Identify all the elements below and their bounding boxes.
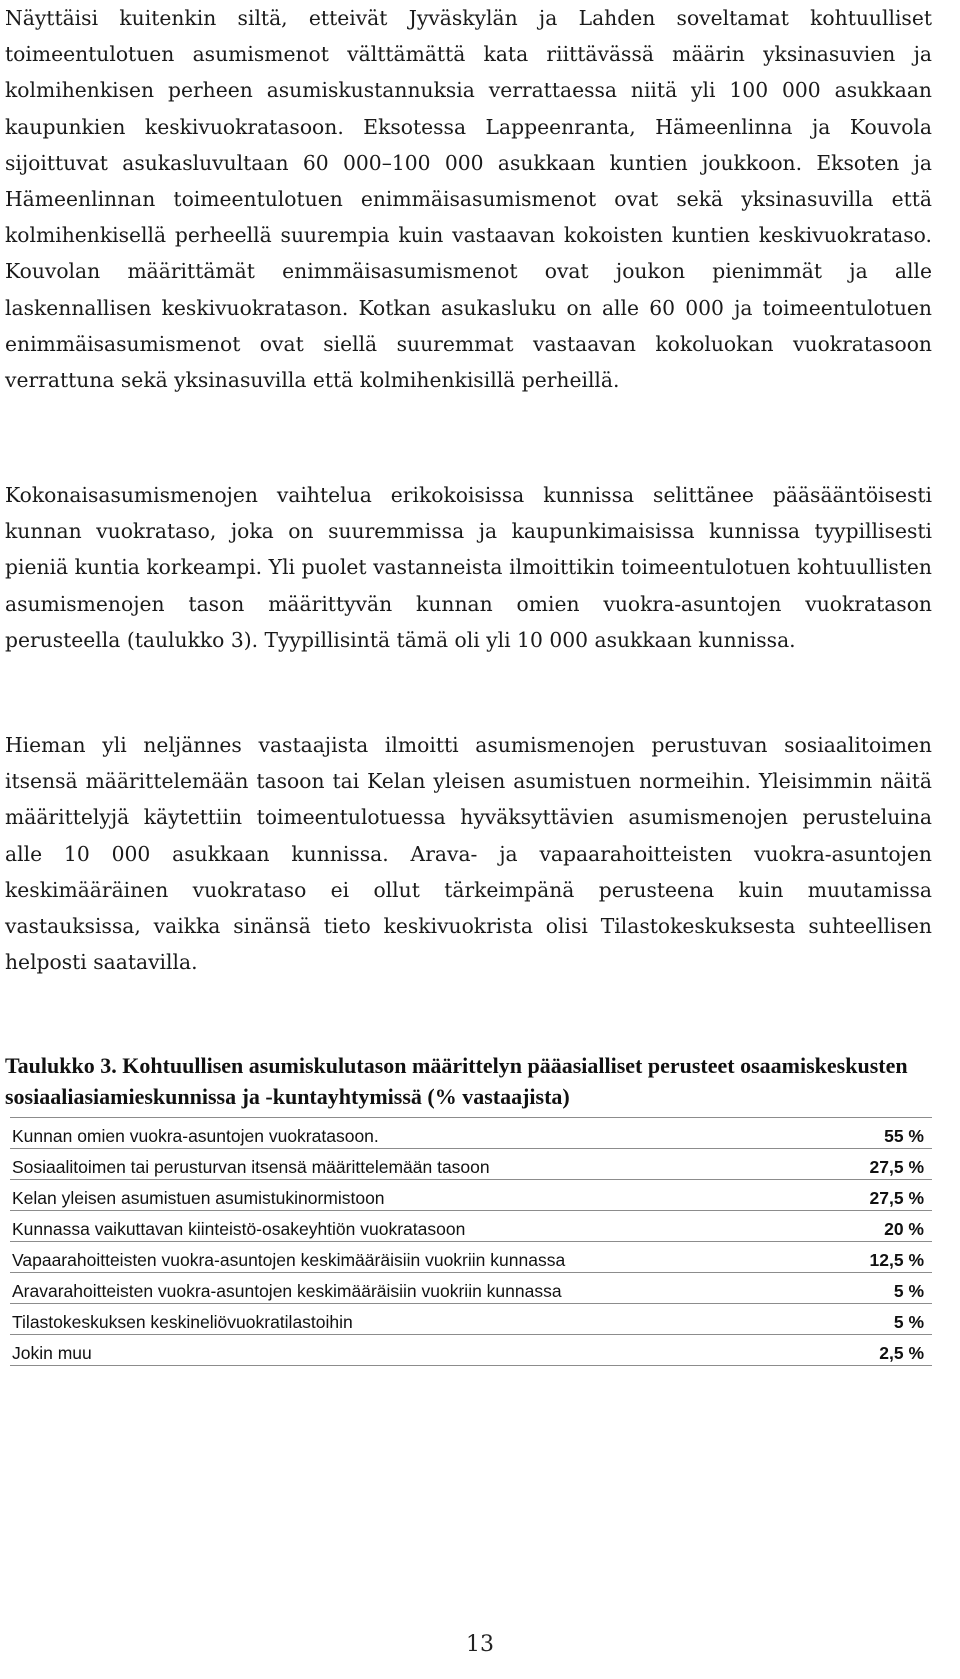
table-row bbox=[10, 1118, 932, 1149]
body-paragraph-1: Näyttäisi kuitenkin siltä, etteivät Jyväskylän ja Lahden soveltamat kohtuulliset toimeentulotuen asumismenot välttämättä kata riittävässä määrin yksinasuvien ja kolmihenkisen perheen asumiskustannuksia verrattaessa niitä yli 100 000 asukkaan kaupunkien keskivuokratasoon. Eksotessa Lappeenranta, Hämeenlinna ja Kouvola sijoittuvat asukasluvultaan 60 000–100 000 asukkaan kuntien joukkoon. Eksoten ja Hämeenlinnan toimeentulotuen enimmäisasumismenot ovat sekä yksinasuvilla että kolmihenkisellä perheellä suurempia kuin vastaavan kokoisten kuntien keskivuokrataso. Kouvolan määrittämät enimmäisasumismenot ovat joukon pienimmät ja alle laskennallisen keskivuokratason. Kotkan asukasluku on alle 60 000 ja toimeentulotuen enimmäisasumismenot ovat siellä suuremmat vastaavan kokoluokan vuokratasoon verrattuna sekä yksinasuvilla että kolmihenkisillä perheillä. bbox=[5, 6, 932, 393]
table-row bbox=[10, 1211, 932, 1242]
page-number: 13 bbox=[466, 1632, 494, 1657]
results-table bbox=[10, 1117, 932, 1366]
body-paragraph-3: Hieman yli neljännes vastaajista ilmoitti asumismenojen perustuvan sosiaalitoimen itsensä määrittelemään tasoon tai Kelan yleisen asumistuen normeihin. Yleisimmin näitä määrittelyjä käytettiin toimeentulotuessa hyväksyttävien asumismenojen perusteluina alle 10 000 asukkaan kunnissa. Arava- ja vapaarahoitteisten vuokra-asuntojen keskimääräinen vuokrataso ei ollut tärkeimpänä perusteena kuin muutamissa vastauksissa, vaikka sinänsä tieto keskivuokrista olisi Tilastokeskuksesta suhteellisen helposti saatavilla. bbox=[5, 733, 932, 975]
body-paragraph-2: Kokonaisasumismenojen vaihtelua erikokoisissa kunnissa selittänee pääsääntöisesti kunnan vuokrataso, joka on suuremmissa ja kaupunkimaisissa kunnissa tyypillisesti pieniä kuntia korkeampi. Yli puolet vastanneista ilmoittikin toimeentulotuen kohtuullisten asumismenojen tason määrittyvän kunnan omien vuokra-asuntojen vuokratason perusteella (taulukko 3). Tyypillisintä tämä oli yli 10 000 asukkaan kunnissa. bbox=[5, 483, 932, 652]
row-label: Aravarahoitteisten vuokra-asuntojen keskimääräisiin vuokriin kunnassa bbox=[10, 1273, 792, 1304]
table-row bbox=[10, 1335, 932, 1366]
row-value: 27,5 % bbox=[792, 1180, 932, 1211]
table-caption-text: Kohtuullisen asumiskulutason määrittelyn pääasialliset perusteet osaamiskeskusten sosiaaliasiamieskunnissa ja -kuntayhtymissä (% vastaajista) bbox=[5, 1053, 908, 1109]
row-value: 27,5 % bbox=[792, 1149, 932, 1180]
row-label: Sosiaalitoimen tai perusturvan itsensä määrittelemään tasoon bbox=[10, 1149, 792, 1180]
table-row bbox=[10, 1304, 932, 1335]
table-caption-label: Taulukko 3. bbox=[5, 1053, 117, 1078]
row-value: 12,5 % bbox=[792, 1242, 932, 1273]
row-label: Kelan yleisen asumistuen asumistukinormistoon bbox=[10, 1180, 792, 1211]
row-value: 20 % bbox=[792, 1211, 932, 1242]
row-label: Tilastokeskuksen keskineliövuokratilastoihin bbox=[10, 1304, 792, 1335]
row-value: 55 % bbox=[792, 1118, 932, 1149]
row-label: Vapaarahoitteisten vuokra-asuntojen keskimääräisiin vuokriin kunnassa bbox=[10, 1242, 792, 1273]
row-value: 5 % bbox=[792, 1273, 932, 1304]
row-value: 5 % bbox=[792, 1304, 932, 1335]
table-row bbox=[10, 1180, 932, 1211]
table-row bbox=[10, 1273, 932, 1304]
row-value: 2,5 % bbox=[792, 1335, 932, 1366]
table-caption bbox=[5, 1050, 932, 1112]
table-row bbox=[10, 1149, 932, 1180]
table-row bbox=[10, 1242, 932, 1273]
row-label: Jokin muu bbox=[10, 1335, 792, 1366]
row-label: Kunnassa vaikuttavan kiinteistö-osakeyhtiön vuokratasoon bbox=[10, 1211, 792, 1242]
row-label: Kunnan omien vuokra-asuntojen vuokratasoon. bbox=[10, 1118, 792, 1149]
